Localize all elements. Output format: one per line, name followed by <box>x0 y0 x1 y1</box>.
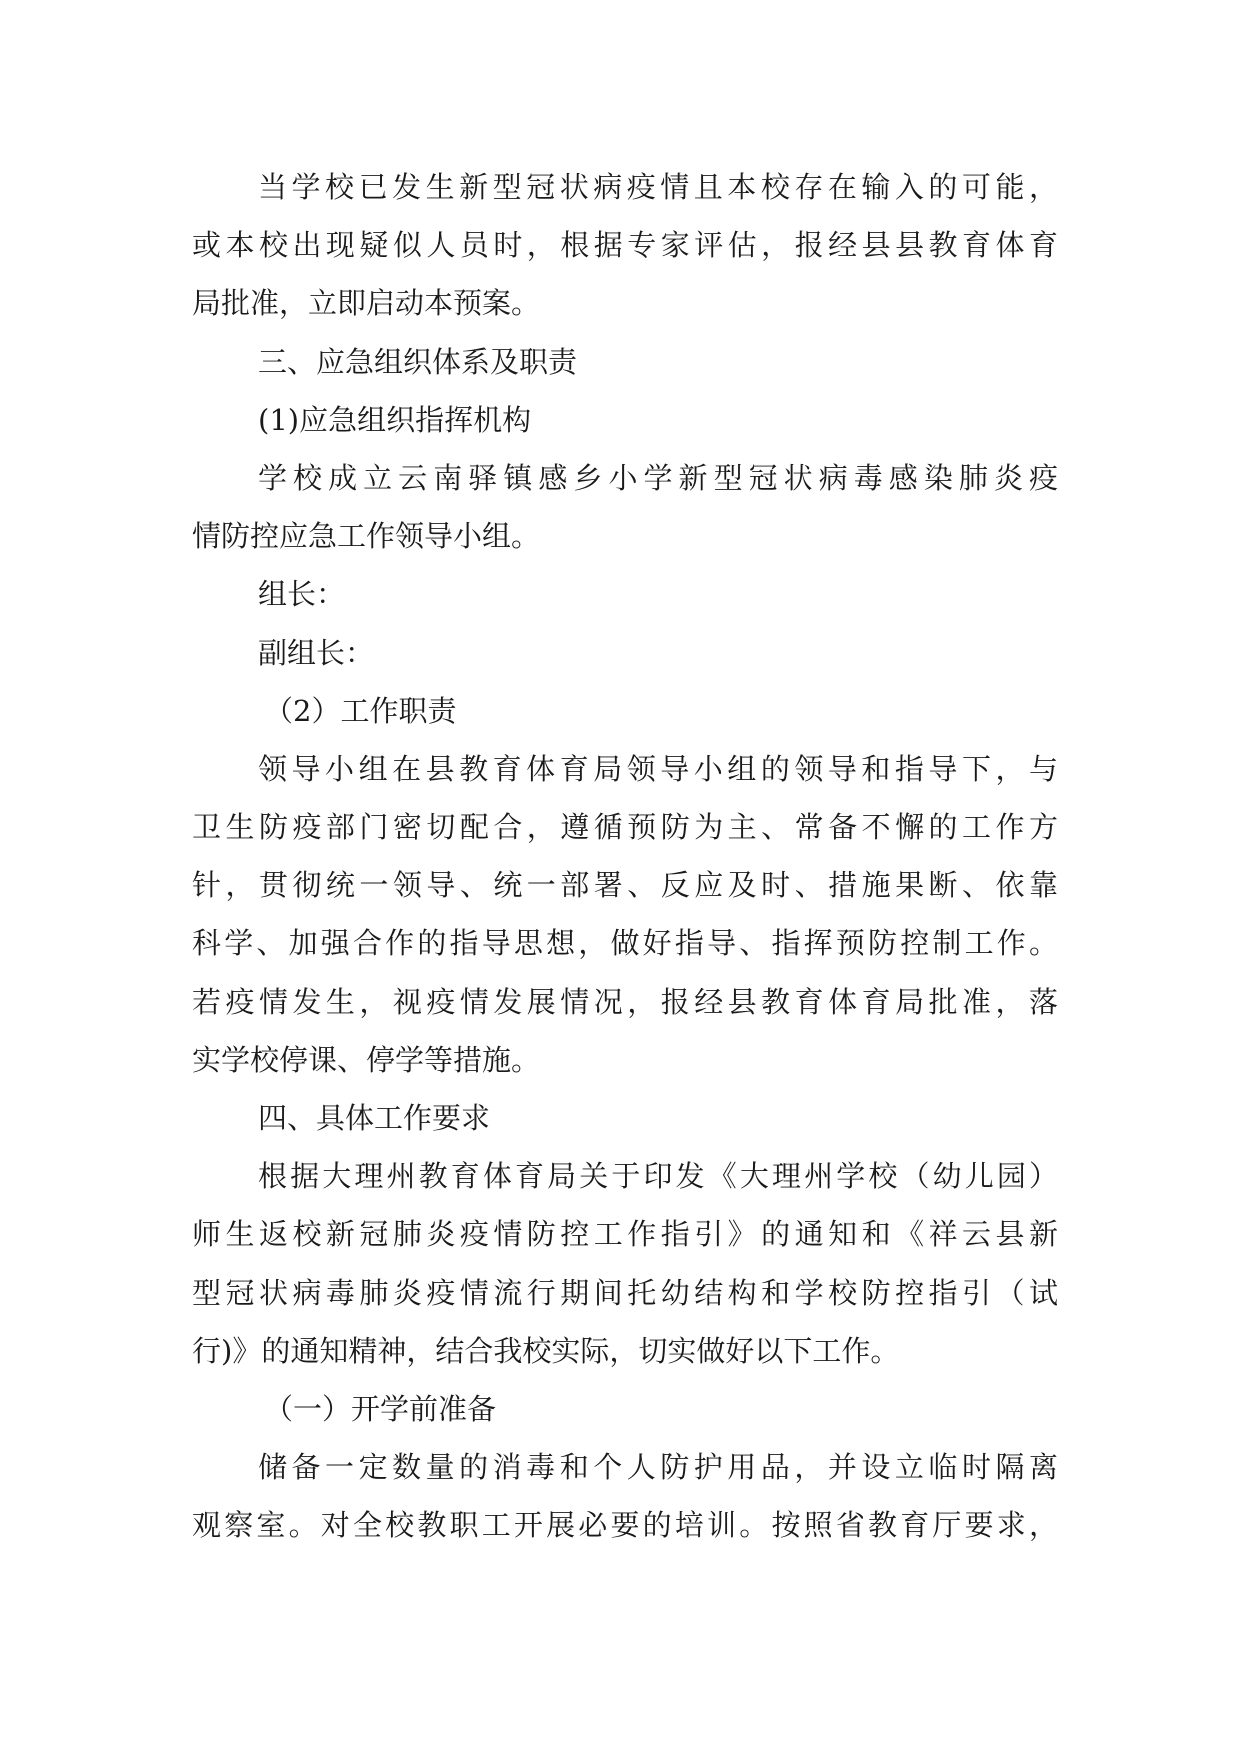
paragraph-line: 根据大理州教育体育局关于印发《大理州学校（幼儿园） <box>258 1159 1058 1194</box>
paragraph-line: 观察室。对全校教职工开展必要的培训。按照省教育厅要求， <box>192 1508 1058 1543</box>
paragraph-line: 卫生防疫部门密切配合，遵循预防为主、常备不懈的工作方 <box>192 810 1058 845</box>
paragraph-line: 师生返校新冠肺炎疫情防控工作指引》的通知和《祥云县新 <box>192 1217 1058 1252</box>
paragraph-line: 科学、加强合作的指导思想，做好指导、指挥预防控制工作。 <box>192 926 1058 961</box>
section-heading: 三、应急组织体系及职责 <box>258 344 578 379</box>
section-heading: 四、具体工作要求 <box>258 1101 491 1135</box>
paragraph-line: 情防控应急工作领导小组。 <box>192 519 541 554</box>
paragraph-line: 行)》的通知精神，结合我校实际，切实做好以下工作。 <box>192 1333 900 1368</box>
paragraph-line: 或本校出现疑似人员时，根据专家评估，报经县县教育体育 <box>192 228 1058 263</box>
document-page <box>192 158 1058 1555</box>
paragraph-line: 储备一定数量的消毒和个人防护用品，并设立临时隔离 <box>258 1450 1058 1485</box>
paragraph-line: 当学校已发生新型冠状病疫情且本校存在输入的可能， <box>258 170 1058 204</box>
subsection-heading: （一）开学前准备 <box>264 1391 497 1426</box>
paragraph-line: 领导小组在县教育体育局领导小组的领导和指导下，与 <box>258 751 1058 786</box>
deputy-leader-label: 副组长： <box>258 635 375 670</box>
paragraph-line: 学校成立云南驿镇感乡小学新型冠状病毒感染肺炎疫 <box>258 460 1058 495</box>
paragraph-line: 型冠状病毒肺炎疫情流行期间托幼结构和学校防控指引（试 <box>192 1275 1058 1310</box>
paragraph-line: 局批准，立即启动本预案。 <box>192 286 541 321</box>
paragraph-line: 针，贯彻统一领导、统一部署、反应及时、措施果断、依靠 <box>192 868 1058 903</box>
paragraph-line: 若疫情发生，视疫情发展情况，报经县教育体育局批准，落 <box>192 984 1058 1019</box>
group-leader-label: 组长： <box>258 577 346 612</box>
paragraph-line: 实学校停课、停学等措施。 <box>192 1042 541 1077</box>
subsection-heading: (1)应急组织指挥机构 <box>258 402 532 437</box>
subsection-heading: （2）工作职责 <box>264 693 457 728</box>
